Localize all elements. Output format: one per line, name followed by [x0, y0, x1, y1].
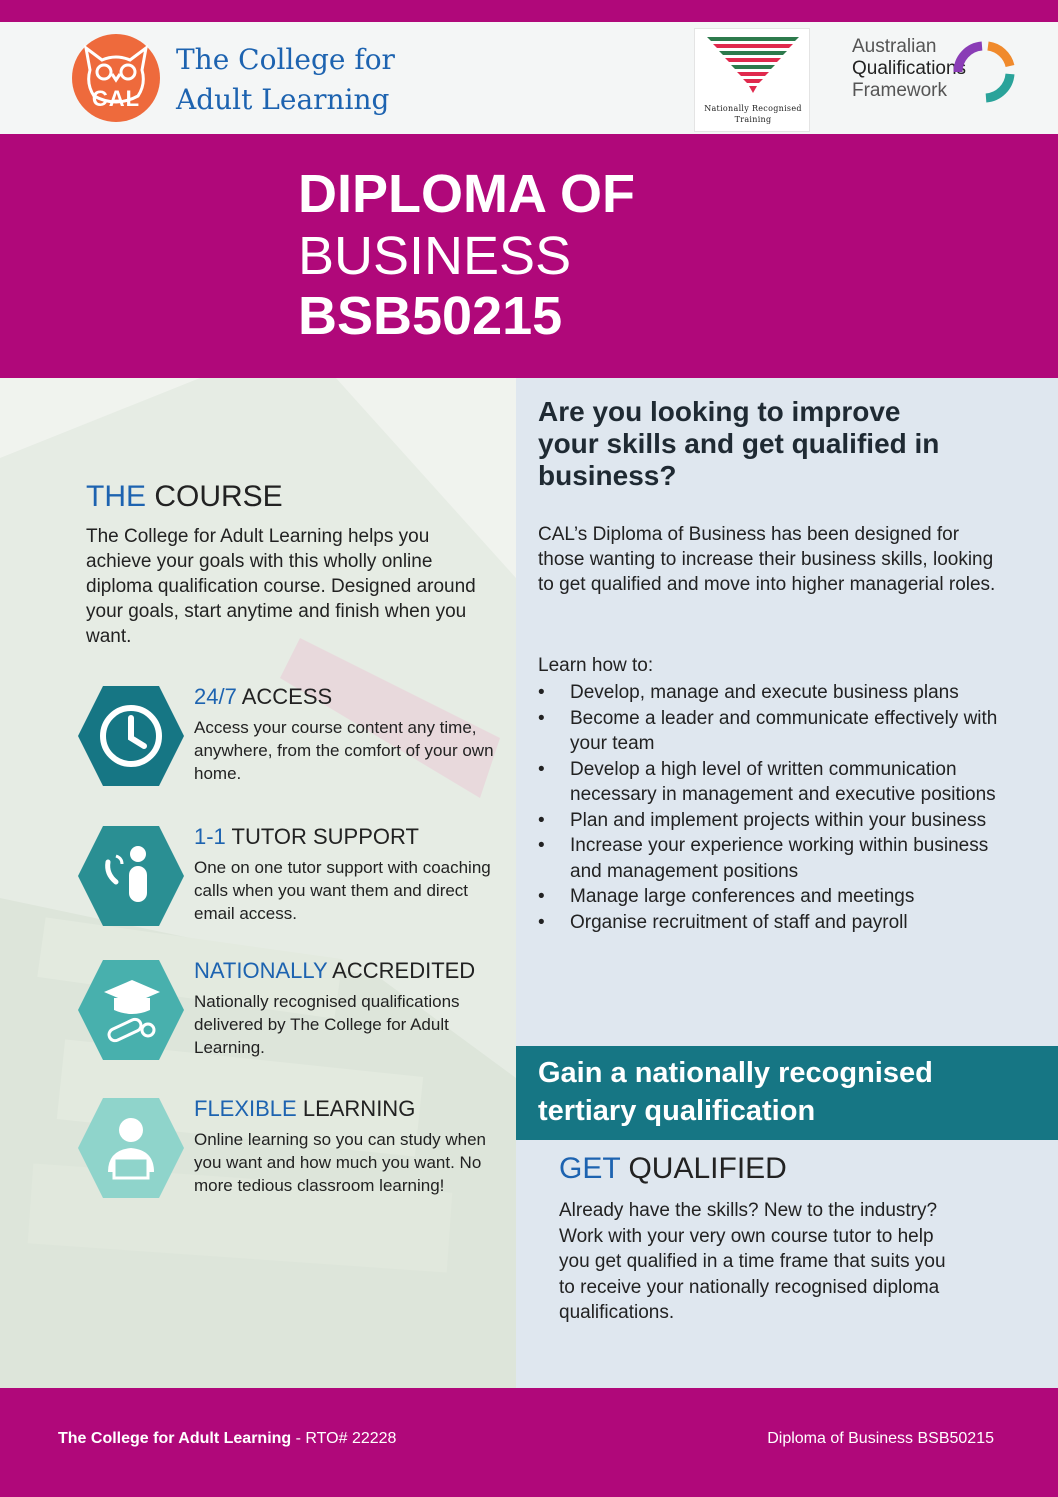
list-item: • Increase your experience working within business and management positions [538, 833, 998, 884]
feature-title-rest: ACCESS [236, 684, 333, 709]
aqf-logo [852, 36, 1032, 126]
feature-accredited [76, 958, 516, 1088]
course-heading-rest: COURSE [146, 480, 283, 513]
learn-label: Learn how to: [538, 655, 654, 676]
feature-title-accent: NATIONALLY [194, 958, 328, 983]
feature-tutor-support [76, 824, 516, 954]
aqf-line-1: Australian [852, 36, 937, 57]
qualified-heading [559, 1152, 787, 1186]
list-item: • Develop, manage and execute business plans [538, 680, 998, 706]
footer [0, 1388, 1058, 1497]
feature-title-accent: 24/7 [194, 684, 237, 709]
online-learner-icon [76, 1096, 186, 1200]
course-code: BSB50215 [298, 286, 563, 346]
feature-title-rest: TUTOR SUPPORT [225, 824, 419, 849]
list-item: • Become a leader and communicate effectively with your team [538, 706, 998, 757]
feature-title-flexible [194, 1096, 415, 1122]
feature-flexible [76, 1096, 516, 1226]
feature-text-tutor: One on one tutor support with coaching calls when you want them and direct email access. [194, 858, 491, 923]
feature-title-rest: ACCREDITED [327, 958, 476, 983]
course-heading-accent: THE [86, 480, 146, 513]
feature-title-accent: 1-1 [194, 824, 226, 849]
feature-title-tutor [194, 824, 419, 850]
nrt-logo [694, 28, 810, 132]
course-description: The College for Adult Learning helps you achieve your goals with this wholly online diploma qualification course. Designed around your goals, start anytime and finish when you want. [86, 526, 476, 647]
feature-title-accredited [194, 958, 475, 984]
brand-name: The College for Adult Learning [176, 43, 395, 116]
cal-owl-logo [72, 34, 160, 122]
graduation-icon [76, 958, 186, 1062]
list-item: • Plan and implement projects within your business [538, 808, 998, 834]
qualified-description: Already have the skills? New to the industry? Work with your very own course tutor to help you get qualified in a time frame that suits you to receive your nationally recognised diploma qualifications. [559, 1200, 946, 1323]
clock-icon [76, 684, 186, 788]
top-strip [0, 0, 1058, 22]
feature-text-flexible: Online learning so you can study when you want and how much you want. No more tedious classroom learning! [194, 1130, 487, 1195]
feature-title-access [194, 684, 332, 710]
learning-outcomes-list [538, 680, 998, 935]
title-line-1: DIPLOMA OF [298, 164, 635, 224]
right-heading: Are you looking to improve your skills and get qualified in business? [538, 396, 940, 491]
qualified-heading-accent: GET [559, 1152, 621, 1185]
list-item: • Manage large conferences and meetings [538, 884, 998, 910]
title-band [0, 134, 1058, 378]
right-intro: CAL’s Diploma of Business has been designed for those wanting to increase their business skills, looking to get qualified and move into higher managerial roles. [538, 524, 996, 595]
feature-title-rest: LEARNING [296, 1096, 416, 1121]
aqf-swirl-icon [952, 38, 1016, 108]
aqf-line-3: Framework [852, 80, 948, 101]
qualified-heading-rest: QUALIFIED [620, 1152, 787, 1185]
header [0, 22, 1058, 134]
logo-abbr: CAL [91, 86, 141, 111]
footer-rto: - RTO# 22228 [291, 1430, 397, 1447]
feature-title-accent: FLEXIBLE [194, 1096, 297, 1121]
aqf-line-2: Qualifications [852, 58, 967, 79]
gain-qualification-banner [516, 1046, 1058, 1140]
course-heading [86, 480, 283, 514]
footer-course-name: Diploma of Business BSB50215 [767, 1430, 994, 1447]
nrt-caption: Nationally Recognised Training [704, 104, 802, 124]
nrt-triangle-icon [703, 35, 803, 101]
list-item: • Develop a high level of written communication necessary in management and executive positions [538, 757, 998, 808]
feature-text-access: Access your course content any time, anywhere, from the comfort of your own home. [194, 718, 494, 783]
footer-org-name: The College for Adult Learning [58, 1430, 292, 1447]
left-column [0, 378, 516, 1388]
footer-org-info [58, 1430, 396, 1448]
list-item: • Organise recruitment of staff and payroll [538, 910, 998, 936]
feature-access [76, 684, 516, 814]
title-line-2: BUSINESS [298, 226, 572, 286]
feature-text-accredited: Nationally recognised qualifications delivered by The College for Adult Learning. [194, 992, 460, 1057]
phone-support-icon [76, 824, 186, 928]
gain-banner-text: Gain a nationally recognised tertiary qualification [538, 1057, 933, 1127]
